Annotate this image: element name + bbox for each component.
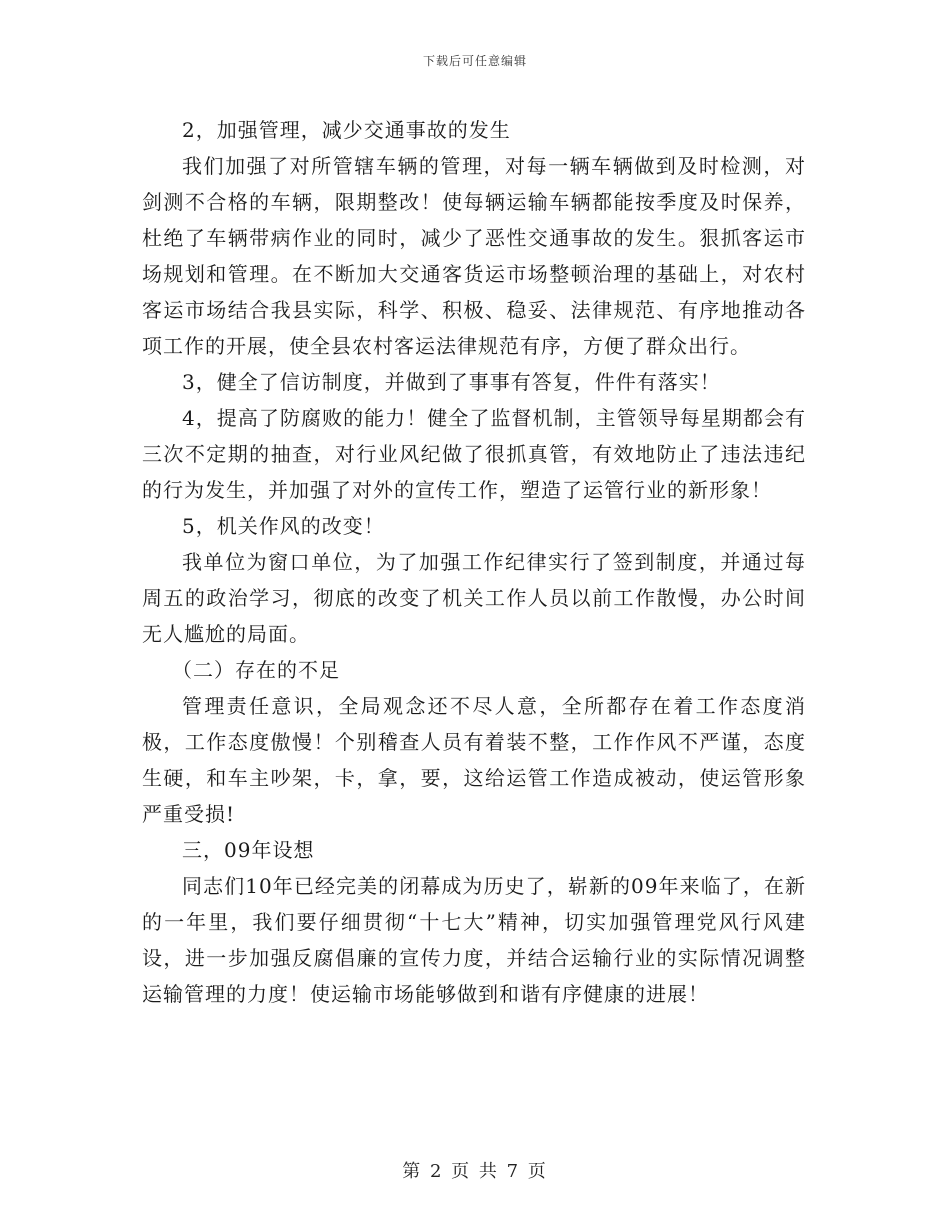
paragraph-heading-shortcomings: （二）存在的不足: [172, 658, 340, 682]
paragraph-vehicle-management: 我们加强了对所管辖车辆的管理，对每一辆车辆做到及时检测，对剑测不合格的车辆，限期整改！使每辆运输车辆都能按季度及时保养，杜绝了车辆带病作业的同时，减少了恶性交通事故的发生。狠抓客运市场规划和管理。在不断加大交通客货运市场整顿治理的基础上，对农村客运市场结合我县实际，科学、积极、稳妥、法律规范、有序地推动各项工作的开展，使全县农村客运法律规范有序，方便了群众出行。: [142, 154, 806, 358]
paragraph-anti-corruption: 4，提高了防腐败的能力！健全了监督机制，主管领导每星期都会有三次不定期的抽查，对行业风纪做了很抓真管，有效地防止了违法违纪的行为发生，并加强了对外的宣传工作，塑造了运管行业的新形象！: [142, 406, 806, 502]
paragraph-heading-2: 2，加强管理，减少交通事故的发生: [182, 118, 511, 142]
paragraph-shortcomings: 管理责任意识，全局观念还不尽人意，全所都存在着工作态度消极，工作态度傲慢！个别稽查人员有着装不整，工作作风不严谨，态度生硬，和车主吵架，卡，拿，要，这给运管工作造成被动，使运管形象严重受损!: [142, 694, 806, 826]
page-number: 第 2 页 共 7 页: [402, 1161, 548, 1182]
paragraph-heading-3: 3，健全了信访制度，并做到了事事有答复，件件有落实！: [182, 370, 721, 394]
paragraph-plan: 同志们10年已经完美的闭幕成为历史了，崭新的09年来临了，在新的一年里，我们要仔细贯彻“十七大”精神，切实加强管理党风行风建设，进一步加强反腐倡廉的宣传力度，并结合运输行业的实际情况调整运输管理的力度！使运输市场能够做到和谐有序健康的进展！: [142, 874, 806, 1006]
paragraph-heading-plan: 三，09年设想: [182, 838, 315, 862]
paragraph-heading-5: 5，机关作风的改变！: [182, 514, 385, 538]
page-header: 下载后可任意编辑: [422, 54, 527, 68]
paragraph-work-discipline: 我单位为窗口单位，为了加强工作纪律实行了签到制度，并通过每周五的政治学习，彻底的改变了机关工作人员以前工作散慢，办公时间无人尴尬的局面。: [142, 550, 806, 646]
document-body: [142, 112, 806, 1012]
